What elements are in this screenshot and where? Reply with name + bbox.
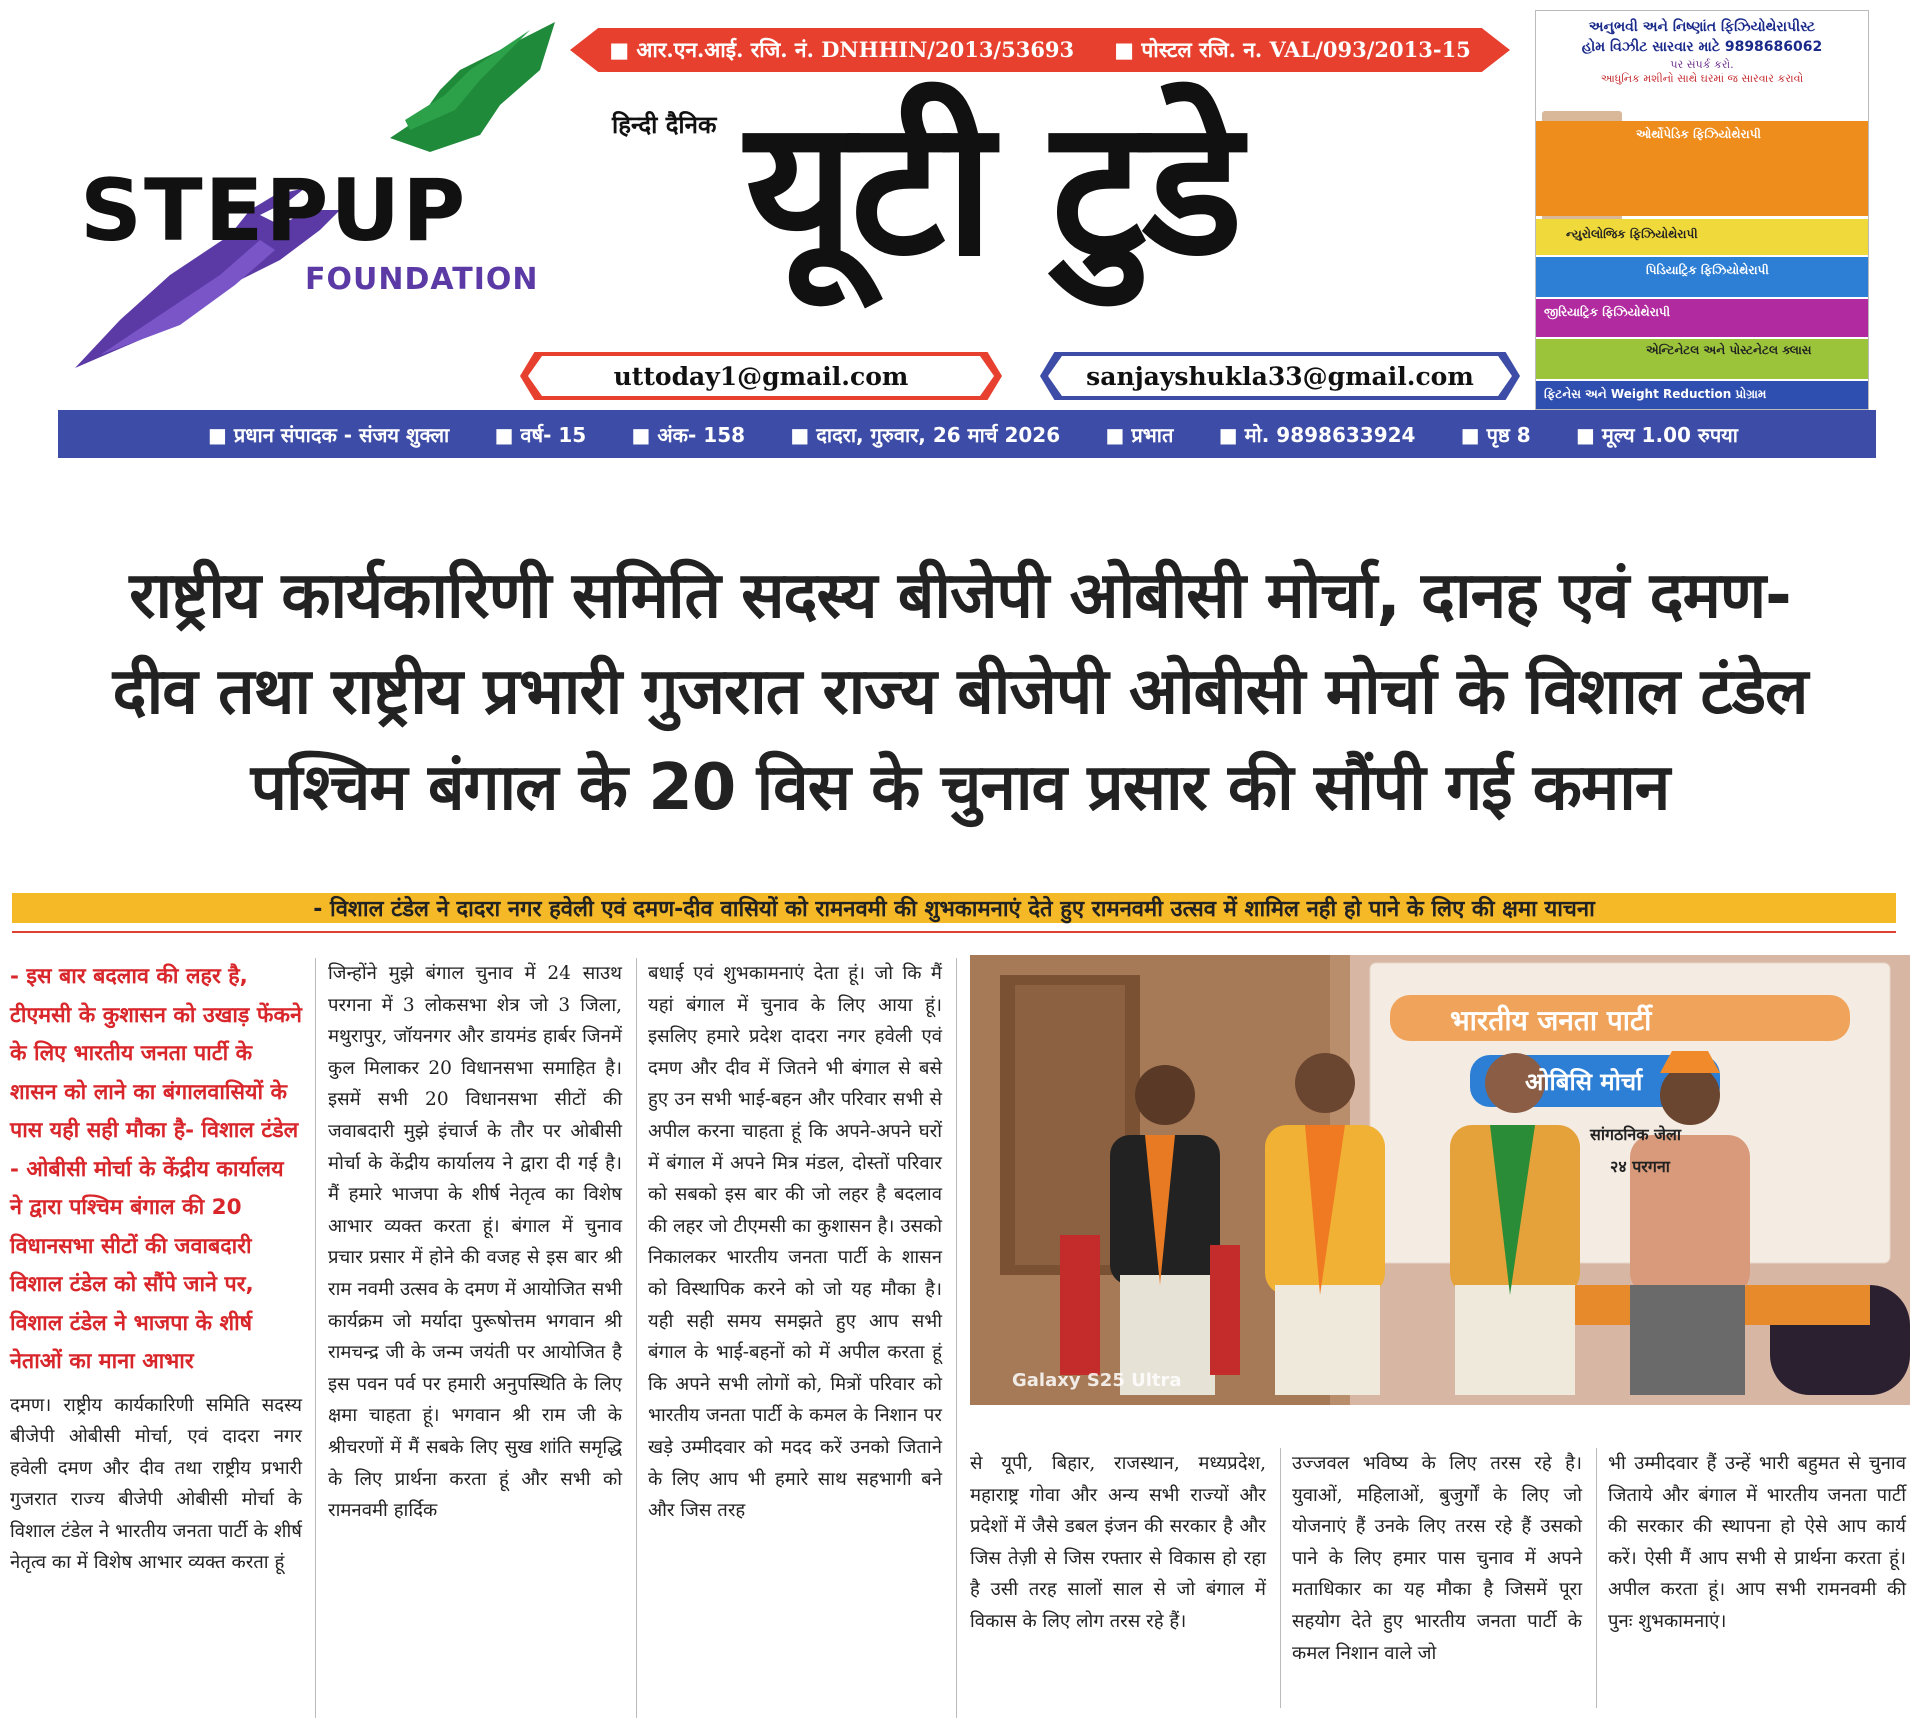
- ad-section: એન્ટિનેટલ અને પોસ્ટનેટલ ક્લાસ: [1536, 339, 1868, 379]
- rni-registration: ■ आर.एन.आई. रजि. नं. DNHHIN/2013/53693: [609, 36, 1074, 64]
- highlight-quote-1: - इस बार बदलाव की लहर है, टीएमसी के कुशासन को उखाड़ फेंकने के लिए भारतीय जनता पार्टी के शासन को लाने का बंगालवासियों के पास यही सही मौका है- विशाल टंडेल: [10, 964, 302, 1143]
- postal-registration: ■ पोस्टल रजि. न. VAL/093/2013-15: [1114, 36, 1471, 64]
- ad-line-4: આધુનિક મશીનો સાથે ઘરમાં જ સારવાર કરાવો: [1600, 71, 1804, 85]
- divider: [12, 931, 1896, 933]
- ad-line-1: અનુભવી અને નિષ્ણાંત ફિઝિયોથેરાપીસ્ટ: [1588, 19, 1816, 35]
- newspaper-title: यूटी टुडे: [745, 79, 1239, 298]
- hindi-daily-label: हिन्दी दैनिक: [612, 111, 717, 139]
- ad-line-3: પર સંપર્ક કરો.: [1670, 57, 1734, 71]
- logo-wordmark: STEPUP: [80, 161, 468, 261]
- camera-watermark: Galaxy S25 Ultra: [1012, 1370, 1182, 1391]
- column-rule: [1596, 1448, 1597, 1708]
- email-link-1[interactable]: uttoday1@gmail.com: [613, 361, 909, 391]
- date-info: ■ दादरा, गुरुवार, 26 मार्च 2026: [790, 421, 1060, 448]
- column-1: [10, 958, 302, 1579]
- headline-line-3: पश्चिम बंगाल के 20 विस के चुनाव प्रसार की सौंपी गई कमान: [250, 751, 1670, 825]
- column-rule: [956, 958, 957, 1718]
- registration-text: [570, 28, 1510, 72]
- ad-line-2: હોમ વિઝીટ સારવાર માટે 9898686062: [1581, 39, 1823, 56]
- column-rule: [636, 958, 637, 1718]
- ad-section: ફિટનેસ અને Weight Reduction પ્રોગ્રામ: [1536, 381, 1868, 409]
- column-3: बधाई एवं शुभकामनाएं देता हूं। जो कि मैं यहां बंगाल में चुनाव के लिए आया हूं। इसलिए हमारे प्रदेश दादरा नगर हवेली एवं दमण और दीव में जितने भी बंगाल से बसे हुए उन सभी भाई-बहन और परिवार सभी से अपील करना चाहता हूं कि अपने-अपने घरों में बंगाल में अपने मित्र मंडल, दोस्तों परिवार को सबको इस बार की जो लहर है बदलाव की लहर जो टीएमसी का कुशासन है। उसको निकालकर भारतीय जनता पार्टी के शासन को विस्थापिक करने को जो यह मौका है। यही सही समय समझते हुए आप सभी बंगाल के भाई-बहनों को में अपील करता हूं कि अपने सभी लोगों को, मित्रों परिवार को भारतीय जनता पार्टी के कमल के निशान पर खड़े उम्मीदवार को मदद करें उनको जिताने के लिए आप भी हमारे साथ सहभागी बने और जिस तरह: [648, 963, 942, 1522]
- highlight-quote-2: - ओबीसी मोर्चा के केंद्रीय कार्यालय ने द्वारा पश्चिम बंगाल की 20 विधानसभा सीटों की जवाबदारी विशाल टंडेल को सौंपे जाने पर, विशाल टंडेल ने भाजपा के शीर्ष नेताओं का माना आभार: [10, 1156, 284, 1374]
- column-1-body: दमण। राष्ट्रीय कार्यकारिणी समिति सदस्य बीजेपी ओबीसी मोर्चा, एवं दादरा नगर हवेली दमण और दीव तथा राष्ट्रीय प्रभारी गुजरात राज्य बीजेपी ओबीसी मोर्चा के विशाल टंडेल ने भारतीय जनता पार्टी के शीर्ष नेतृत्व का में विशेष आभार व्यक्त करता हूं: [10, 1394, 302, 1574]
- edition-info: ■ प्रभात: [1105, 421, 1173, 448]
- column-rule: [315, 958, 316, 1718]
- column-rule: [1280, 1448, 1281, 1708]
- year-info: ■ वर्ष- 15: [495, 421, 587, 448]
- ad-section: ઓર્થોપેડિક ફિઝિયોથેરાપી: [1536, 121, 1868, 216]
- column-6: भी उम्मीदवार हैं उन्हें भारी बहुमत से चुनाव जिताये और बंगाल में भारतीय जनता पार्टी की सरकार की स्थापना हो ऐसे आप कार्य करें। ऐसी मैं आप सभी से प्रार्थना करता हूं। अपील करता हूं। आप सभी रामनवमी की पुनः शुभकामनाएं।: [1608, 1453, 1906, 1632]
- column-5: उज्जवल भविष्य के लिए तरस रहे है। युवाओं, महिलाओं, बुजुर्गों के लिए जो योजनाएं हैं उनके लिए तरस रहे हैं उसको पाने के लिए हमार पास चुनाव में अपने मताधिकार का यह मौका है जिसमें पूरा सहयोग देते हुए भारतीय जनता पार्टी के कमल निशान वाले जो: [1292, 1453, 1582, 1664]
- article-subheadline: - विशाल टंडेल ने दादरा नगर हवेली एवं दमण-दीव वासियों को रामनवमी की शुभकामनाएं देते हुए रामनवमी उत्सव में शामिल नही हो पाने के लिए की क्षमा याचना: [12, 893, 1896, 923]
- pages-info: ■ पृष्ठ 8: [1461, 421, 1531, 448]
- editor-info: ■ प्रधान संपादक - संजय शुक्ला: [208, 421, 449, 448]
- headline-line-1: राष्ट्रीय कार्यकारिणी समिति सदस्य बीजेपी ओबीसी मोर्चा, दानह एवं दमण-: [129, 559, 1791, 633]
- price-info: ■ मूल्य 1.00 रुपया: [1576, 421, 1738, 448]
- mobile-info: ■ मो. 9898633924: [1219, 421, 1416, 448]
- ad-section: જીરિયાટ્રિક ફિઝિયોથેરાપી: [1536, 299, 1868, 337]
- headline-line-2: दीव तथा राष्ट्रीय प्रभारी गुजरात राज्य बीजेपी ओबीसी मोर्चा के विशाल टंडेल: [112, 655, 1808, 729]
- email-link-2[interactable]: sanjayshukla33@gmail.com: [1086, 361, 1474, 391]
- ad-section: પિડિયાટ્રિક ફિઝિયોથેરાપી: [1536, 257, 1868, 297]
- banner-line: २४ परगना: [1610, 1157, 1670, 1176]
- event-photo-illustration: [970, 955, 1910, 1405]
- column-2: जिन्होंने मुझे बंगाल चुनाव में 24 साउथ परगना में 3 लोकसभा शेत्र जो 3 जिला, मथुरापुर, जॉयनगर और डायमंड हार्बर जिनमें कुल मिलाकर 20 विधानसभा समाहित है। इसमें सभी 20 विधानसभा सीटों की जवाबदारी मुझे इंचार्ज के तौर पर ओबीसी मोर्चा के केंद्रीय कार्यालय ने द्वारा दी गई है। मैं हमारे भाजपा के शीर्ष नेतृत्व का विशेष आभार व्यक्त करता हूं। बंगाल में चुनाव प्रचार प्रसार में होने की वजह से इस बार श्री राम नवमी उत्सव के दमण में आयोजित सभी कार्यक्रम जो मर्यादा पुरूषोत्तम भगवान श्री रामचन्द्र जी के जन्म जयंती पर आयोजित है इस पवन पर्व पर हमारी अनुपस्थिति के लिए क्षमा चाहता हूं। भगवान श्री राम जी के श्रीचरणों में मैं सबके लिए सुख शांति समृद्धि के लिए प्रार्थना करता हूं और सभी को रामनवमी हार्दिक: [328, 963, 622, 1522]
- physio-ad[interactable]: [1535, 10, 1869, 410]
- issue-info: ■ अंक- 158: [632, 421, 746, 448]
- banner-subtitle: ओबिसि मोर्चा: [1525, 1068, 1643, 1096]
- banner-title: भारतीय जनता पार्टी: [1450, 1004, 1652, 1037]
- banner-line: सांगठनिक जेला: [1590, 1125, 1682, 1144]
- article-headline: [10, 548, 1910, 836]
- article-photo: [970, 955, 1910, 1405]
- ad-section: ન્યુરોલોજિક ફિઝિયોથેરાપી: [1536, 219, 1868, 255]
- column-4: से यूपी, बिहार, राजस्थान, मध्यप्रदेश, महाराष्ट्र गोवा और अन्य सभी राज्यों और प्रदेशों में जैसे डबल इंजन की सरकार है और जिस तेज़ी से जिस रफ्तार से विकास हो रहा है उसी तरह सालों साल से जो बंगाल में विकास के लिए लोग तरस रहे हैं।: [970, 1453, 1266, 1632]
- info-bar: [58, 410, 1876, 458]
- logo-subtitle: FOUNDATION: [305, 262, 539, 297]
